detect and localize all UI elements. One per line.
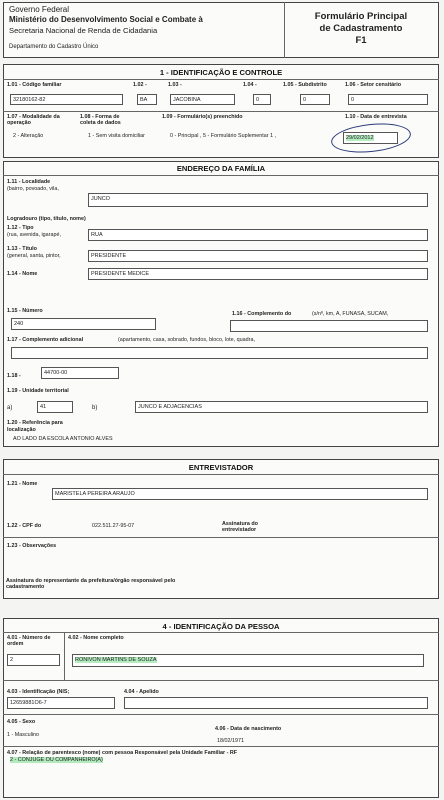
f109-label: 1.09 - Formulário(s) preenchido <box>162 114 243 120</box>
f118-label: 1.18 - <box>7 373 21 379</box>
f401-field[interactable]: 2 <box>7 654 60 666</box>
f111-sub: (bairro, povoado, vila, <box>7 186 59 192</box>
f109-value: 0 - Principal , 5 - Formulário Suplementar 1 , <box>170 133 277 139</box>
f121-label: 1.21 - Nome <box>7 481 38 487</box>
section4-row-rule-2 <box>3 714 439 715</box>
f404-label: 4.04 - Apelido <box>124 689 159 695</box>
section4-row-rule-3 <box>3 746 439 747</box>
f405-label: 4.05 - Sexo <box>7 719 36 725</box>
section4-row-rule-1 <box>3 680 439 681</box>
section1-title-rule <box>3 79 439 80</box>
f105-label: 1.05 - Subdistrito <box>283 82 327 88</box>
section4-title-rule <box>3 632 439 633</box>
f110-value: 29/02/2012 <box>346 135 374 141</box>
f401-label: 4.01 - Número de ordem <box>7 635 51 648</box>
f102-field[interactable]: BA <box>137 94 157 105</box>
f112-field[interactable]: RUA <box>88 229 428 241</box>
f116-field[interactable] <box>230 320 428 332</box>
f402-value: RONIVON MARTINS DE SOUZA <box>75 657 157 663</box>
f406-label: 4.06 - Data de nascimento <box>215 726 282 732</box>
f113-label: 1.13 - Título <box>7 246 37 252</box>
interviewer-title: ENTREVISTADOR <box>188 463 254 472</box>
f115-label: 1.15 - Número <box>7 308 43 314</box>
f406-value: 18/02/1971 <box>217 738 244 744</box>
f407-value <box>10 757 103 763</box>
f404-field[interactable] <box>124 697 428 709</box>
rep-signature-label: Assinatura do representante da prefeitura/órgão responsável pelo cadastramento <box>6 578 176 591</box>
f115-field[interactable]: 240 <box>11 318 156 330</box>
f103-label: 1.03 - <box>168 82 182 88</box>
secretariat-label: Secretaria Nacional de Renda de Cidadania <box>9 26 158 35</box>
f123-label: 1.23 - Observações <box>7 543 57 549</box>
f107-value: 2 - Alteração <box>13 133 44 139</box>
form-title-2: de Cadastramento <box>319 23 403 34</box>
government-label: Governo Federal <box>9 5 70 14</box>
f402-label: 4.02 - Nome completo <box>68 635 124 641</box>
f106-field[interactable]: 0 <box>348 94 428 105</box>
f108-label: 1.08 - Forma de coleta de dados <box>80 114 121 127</box>
f101-label: 1.01 - Código familiar <box>7 82 62 88</box>
logradouro-label: Logradouro (tipo, título, nome) <box>7 216 86 222</box>
f402-field[interactable] <box>72 654 424 667</box>
section4-col-rule <box>64 632 65 680</box>
address-title: ENDEREÇO DA FAMÍLIA <box>176 164 266 173</box>
interviewer-row-rule <box>3 537 439 538</box>
f120-sub: localização <box>7 427 36 433</box>
f106-label: 1.06 - Setor censitário <box>345 82 402 88</box>
f119-b-label: b) <box>92 405 98 411</box>
f111-label: 1.11 - Localidade <box>7 179 51 185</box>
f104-field[interactable]: 0 <box>253 94 271 105</box>
f113-field[interactable]: PRESIDENTE <box>88 250 428 262</box>
f120-label: 1.20 - Referência para <box>7 420 63 426</box>
form-title-1: Formulário Principal <box>314 11 408 22</box>
f122-value: 022.511.27-95-07 <box>92 523 135 529</box>
f114-field[interactable]: PRESIDENTE MEDICE <box>88 268 428 280</box>
f407-label: 4.07 - Relação de parentesco (nome) com pessoa Responsável pela Unidade Familiar - RF <box>7 750 238 756</box>
f113-sub: (general, santa, pintor, <box>7 253 61 259</box>
f120-value: AO LADO DA ESCOLA ANTONIO ALVES <box>13 436 113 442</box>
f102-label: 1.02 - <box>133 82 147 88</box>
f122-label: 1.22 - CPF do <box>7 523 42 529</box>
f117-field[interactable] <box>11 347 428 359</box>
f407-value-text: 2 - CONJUGE OU COMPANHEIRO(A) <box>10 757 103 763</box>
f117-label: 1.17 - Complemento adicional <box>7 337 84 343</box>
f121-field[interactable]: MARISTELA PEREIRA ARAUJO <box>52 488 428 500</box>
f108-value: 1 - Sem visita domiciliar <box>88 133 145 139</box>
f119-b-field[interactable]: JUNCO E ADJACENCIAS <box>135 401 428 413</box>
f116-label: 1.16 - Complemento do <box>232 311 292 317</box>
f107-label: 1.07 - Modalidade da operação <box>7 114 60 127</box>
f101-field[interactable]: 32180162-82 <box>10 94 123 105</box>
f117-hint: (apartamento, casa, sobrado, fundos, bloco, lote, quadra, <box>118 337 255 343</box>
f112-sub: (rua, avenida, igarapé, <box>7 232 61 238</box>
f114-label: 1.14 - Nome <box>7 271 38 277</box>
f112-label: 1.12 - Tipo <box>7 225 34 231</box>
f111-field[interactable]: JUNCO <box>88 193 428 207</box>
address-title-rule <box>3 175 439 176</box>
f105-field[interactable]: 0 <box>300 94 330 105</box>
f119-a-field[interactable]: 41 <box>37 401 73 413</box>
f103-field[interactable]: JACOBINA <box>170 94 235 105</box>
f403-label: 4.03 - Identificação (NIS; <box>7 689 70 695</box>
f116-hint: (s/nº, km, A, FUNASA, SUCAM, <box>312 311 389 317</box>
signature-label: Assinatura do entrevistador <box>222 521 258 534</box>
f119-label: 1.19 - Unidade territorial <box>7 388 69 394</box>
section1-row-rule <box>3 111 439 112</box>
interviewer-title-rule <box>3 474 439 475</box>
f110-label: 1.10 - Data de entrevista <box>345 114 407 120</box>
f119-a-label: a) <box>7 405 13 411</box>
f405-value: 1 - Masculino <box>7 732 40 738</box>
department-label: Departamento do Cadastro Único <box>9 44 99 50</box>
f104-label: 1.04 - <box>243 82 257 88</box>
section4-title: 4 - IDENTIFICAÇÃO DA PESSOA <box>162 622 280 631</box>
header-divider <box>284 2 285 58</box>
f403-field[interactable]: 12659881O6-7 <box>7 697 115 709</box>
section1-title: 1 - IDENTIFICAÇÃO E CONTROLE <box>159 68 283 77</box>
form-code: F1 <box>355 35 367 46</box>
ministry-label: Ministério do Desenvolvimento Social e Combate à <box>9 15 203 24</box>
f118-field[interactable]: 44700-00 <box>41 367 119 379</box>
